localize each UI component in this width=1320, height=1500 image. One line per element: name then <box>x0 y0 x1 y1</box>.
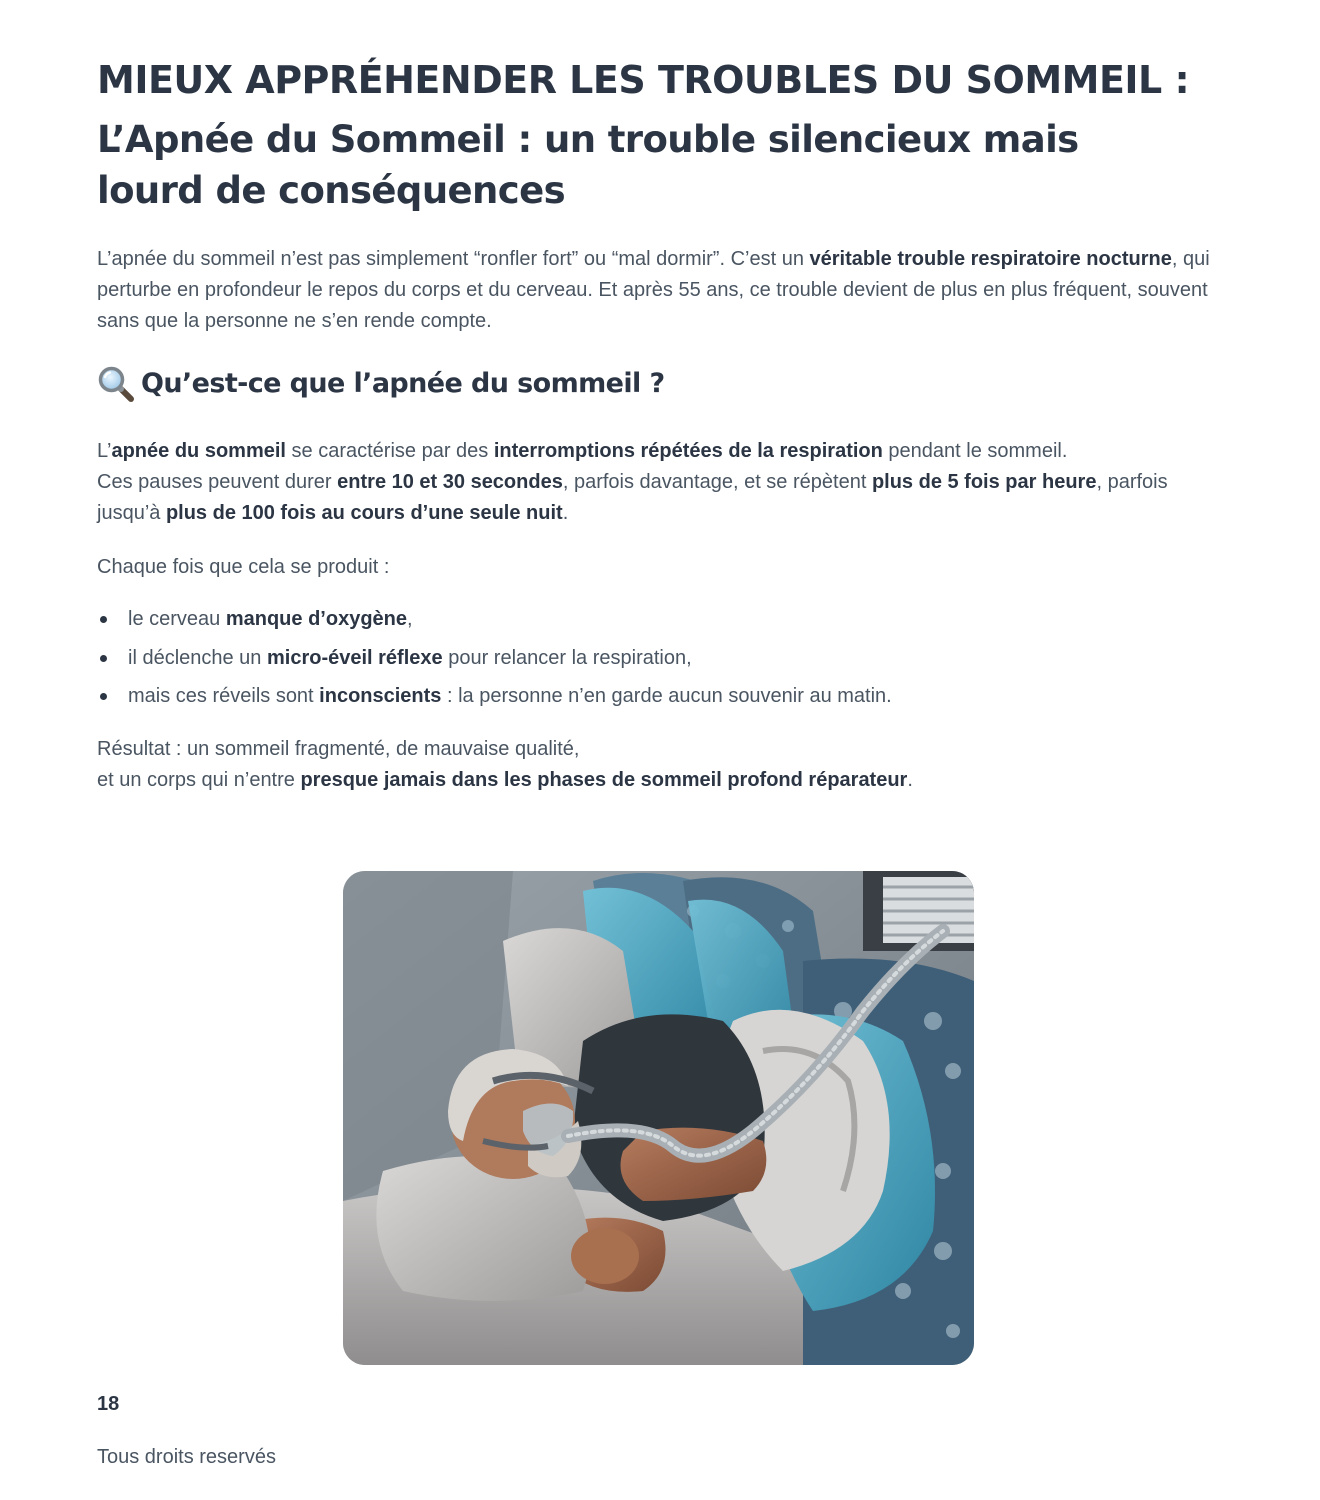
def-text-4: Ces pauses peuvent durer <box>97 471 338 493</box>
bullet-list <box>97 602 892 718</box>
def-text-5: , parfois davantage, et se répètent <box>562 471 872 493</box>
definition-paragraph <box>97 436 1212 529</box>
bullet-dot <box>100 616 107 623</box>
magnifying-glass-icon <box>97 365 135 403</box>
def-text-2: se caractérise par des <box>285 440 494 462</box>
bullet-dot <box>100 693 107 700</box>
def-text-3: pendant le sommeil. <box>882 440 1068 462</box>
bullet-text: il déclenche un <box>128 646 267 669</box>
page-number: 18 <box>97 1393 120 1415</box>
def-bold-2: interromptions répétées de la respiration <box>493 440 883 462</box>
section-heading <box>97 362 665 406</box>
def-bold-5: plus de 100 fois au cours d’une seule nuit <box>165 502 563 524</box>
def-bold-4: plus de 5 fois par heure <box>871 471 1097 493</box>
def-text-6: , parfois jusqu’à <box>97 471 1168 524</box>
intro-bold-1: véritable trouble respiratoire nocturne <box>809 248 1172 270</box>
bullet-text: , <box>407 608 413 630</box>
bullet-text: : la personne n’en garde aucun souvenir au matin. <box>441 685 892 707</box>
section-title-text: Qu’est-ce que l’apnée du sommeil ? <box>141 368 665 399</box>
result-text-2: et un corps qui n’entre <box>97 769 301 791</box>
bullet-text: pour relancer la respiration, <box>442 646 692 669</box>
def-text-1: L’ <box>97 440 112 462</box>
result-paragraph <box>97 734 1212 796</box>
list-item <box>97 602 892 641</box>
def-text-7: . <box>562 502 569 524</box>
result-text-3: . <box>907 769 913 791</box>
page-subtitle: L’Apnée du Sommeil : un trouble silencieux mais lourd de conséquences <box>97 118 1079 212</box>
chaque-paragraph: Chaque fois que cela se produit : <box>97 556 390 578</box>
intro-paragraph <box>97 244 1212 337</box>
def-bold-1: apnée du sommeil <box>111 440 286 462</box>
bullet-dot <box>100 655 107 662</box>
result-text-1: Résultat : un sommeil fragmenté, de mauvaise qualité, <box>97 738 580 760</box>
photo-man-sleeping-cpap-mask <box>343 871 974 1365</box>
bullet-bold: micro-éveil réflexe <box>266 646 443 669</box>
intro-text-1: L’apnée du sommeil n’est pas simplement “ronfler fort” ou “mal dormir”. C’est un <box>97 248 810 270</box>
bullet-bold: inconscients <box>319 685 442 707</box>
page-title: MIEUX APPRÉHENDER LES TROUBLES DU SOMMEIL : <box>97 58 1190 102</box>
list-item <box>97 679 892 718</box>
bullet-text: mais ces réveils sont <box>128 685 320 707</box>
bullet-text: le cerveau <box>128 608 226 630</box>
bullet-bold: manque d’oxygène <box>225 608 407 630</box>
result-bold-1: presque jamais dans les phases de sommeil profond réparateur <box>300 769 908 791</box>
copyright-notice: Tous droits reservés <box>97 1446 276 1468</box>
intro-text-2: , qui perturbe en profondeur le repos du corps et du cerveau. Et après 55 ans, ce trouble devient de plus en plus fréquent, souvent sans que la personne ne s’en rende compte. <box>97 248 1210 332</box>
list-item <box>97 641 892 680</box>
def-bold-3: entre 10 et 30 secondes <box>337 471 563 493</box>
